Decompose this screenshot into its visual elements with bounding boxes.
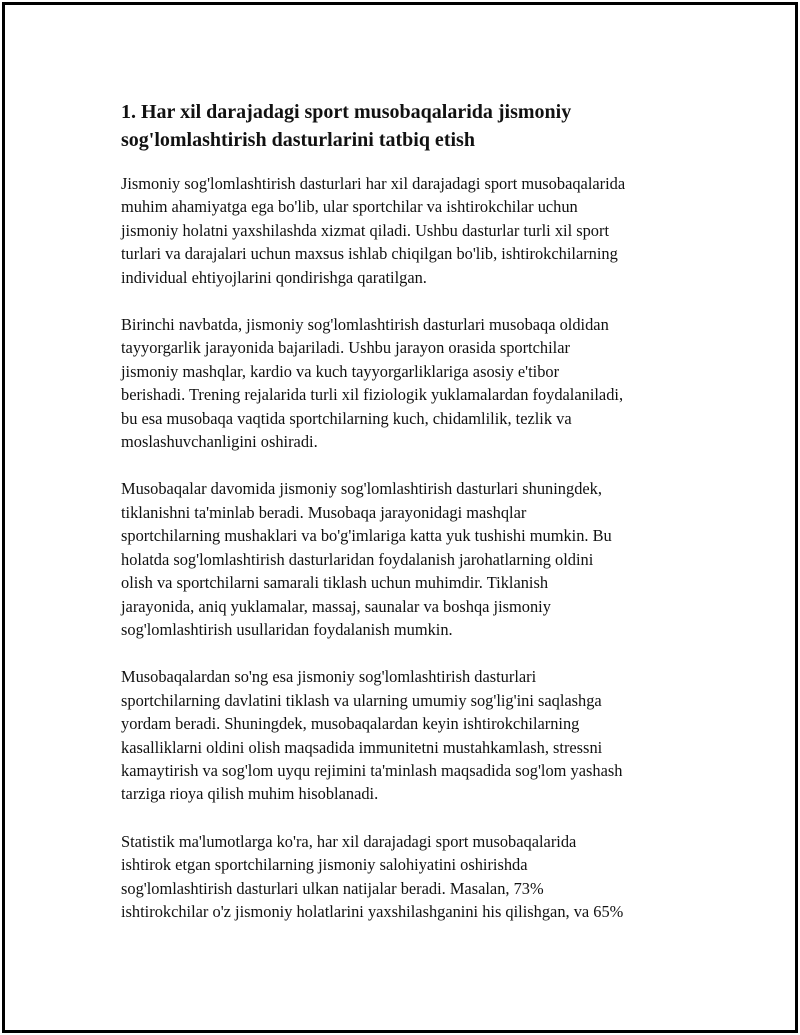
document-page	[2, 2, 798, 1033]
document-body	[121, 98, 701, 947]
paragraph-3: Musobaqalar davomida jismoniy sog'lomlashtirish dasturlari shuningdek, tiklanishni ta'minlab beradi. Musobaqa jarayonidagi mashqlar sportchilarning mushaklari va bo'g'imlariga katta yuk tushishi mumkin. Bu holatda sog'lomlashtirish dasturlaridan foydalanish jarohatlarning oldini olish va sportchilarni samarali tiklash uchun muhimdir. Tiklanish jarayonida, aniq yuklamalar, massaj, saunalar va boshqa jismoniy sog'lomlashtirish usullaridan foydalanish mumkin.	[121, 479, 612, 639]
paragraph-1: Jismoniy sog'lomlashtirish dasturlari har xil darajadagi sport musobaqalarida muhim ahamiyatga ega bo'lib, ular sportchilar va ishtirokchilar uchun jismoniy holatni yaxshilashda xizmat qiladi. Ushbu dasturlar turli xil sport turlari va darajalari uchun maxsus ishlab chiqilgan bo'lib, ishtirokchilarning individual ehtiyojlarini qondirishga qaratilgan.	[121, 174, 626, 287]
paragraph-2: Birinchi navbatda, jismoniy sog'lomlashtirish dasturlari musobaqa oldidan tayyorgarlik jarayonida bajariladi. Ushbu jarayon orasida sportchilar jismoniy mashqlar, kardio va kuch tayyorgarliklariga asosiy e'tibor berishadi. Trening rejalarida turli xil fiziologik yuklamalardan foydalaniladi, bu esa musobaqa vaqtida sportchilarning kuch, chidamlilik, tezlik va moslashuvchanligini oshiradi.	[121, 315, 624, 452]
section-heading: 1. Har xil darajadagi sport musobaqalarida jismoniy sog'lomlashtirish dasturlarini tatbiq etish	[121, 101, 572, 151]
paragraph-4: Musobaqalardan so'ng esa jismoniy sog'lomlashtirish dasturlari sportchilarning davlatini tiklash va ularning umumiy sog'lig'ini saqlashga yordam beradi. Shuningdek, musobaqalardan keyin ishtirokchilarning kasalliklarni oldini olish maqsadida immunitetni mustahkamlash, stressni kamaytirish va sog'lom uyqu rejimini ta'minlash maqsadida sog'lom yashash tarziga rioya qilish muhim hisoblanadi.	[121, 667, 623, 804]
paragraph-5: Statistik ma'lumotlarga ko'ra, har xil darajadagi sport musobaqalarida ishtirok etgan sportchilarning jismoniy salohiyatini oshirishda sog'lomlashtirish dasturlari ulkan natijalar beradi. Masalan, 73% ishtirokchilar o'z jismoniy holatlarini yaxshilashganini his qilishgan, va 65%	[121, 831, 624, 921]
